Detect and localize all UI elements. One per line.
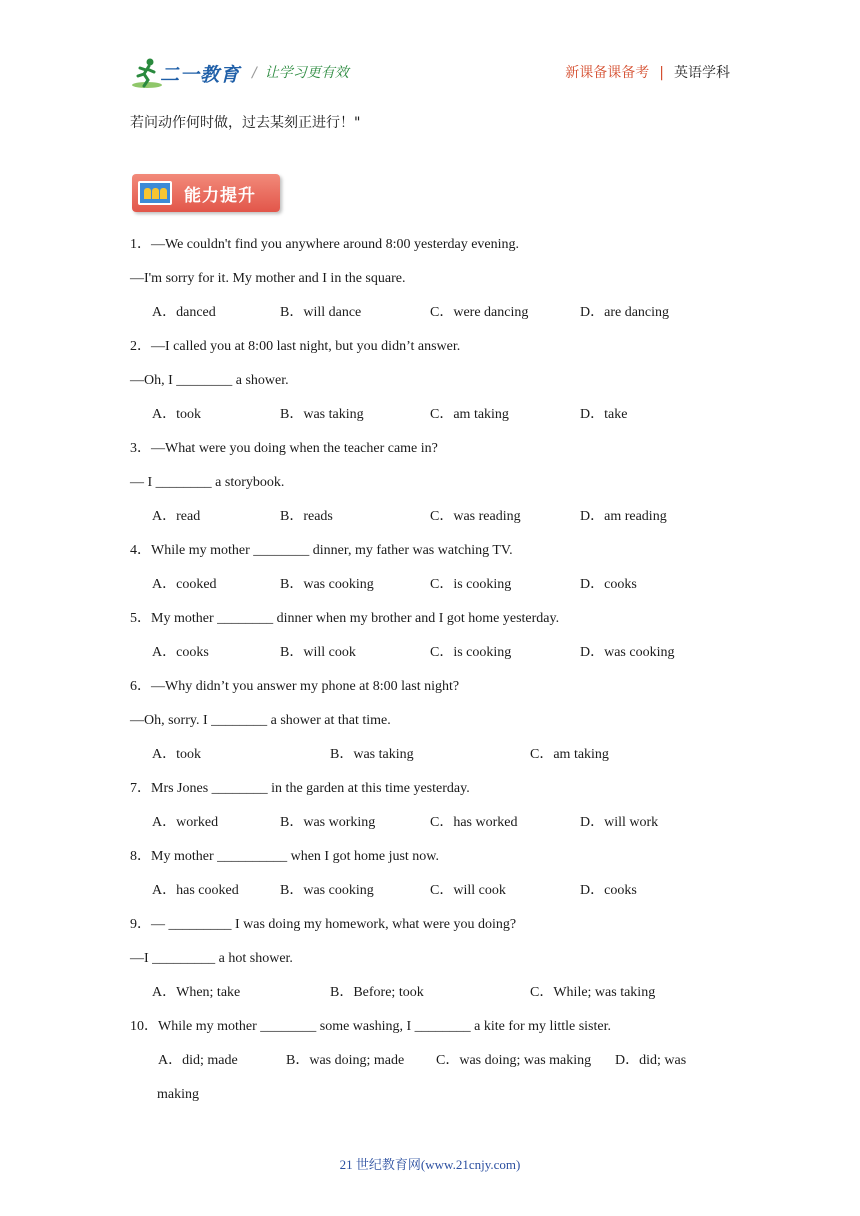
- answer-option[interactable]: A．danced: [152, 305, 216, 320]
- answer-option[interactable]: D．was cooking: [580, 645, 675, 660]
- answer-option[interactable]: C．was reading: [430, 509, 521, 524]
- answer-option[interactable]: B．Before; took: [330, 985, 424, 1000]
- answer-options: [130, 504, 730, 538]
- answer-option[interactable]: B．was doing; made: [286, 1053, 405, 1068]
- question-reply: —Oh, I ________ a shower.: [130, 373, 289, 388]
- question-stem: 7．Mrs Jones ________ in the garden at this time yesterday.: [130, 781, 470, 796]
- logo-text: 二一教育: [160, 64, 241, 86]
- slash-divider: /: [252, 65, 257, 81]
- answer-option[interactable]: B．reads: [280, 509, 333, 524]
- question-stem: 3．—What were you doing when the teacher came in?: [130, 441, 438, 456]
- answer-option[interactable]: D．take: [580, 407, 628, 422]
- answer-option[interactable]: A．worked: [152, 815, 219, 830]
- question-reply: —I'm sorry for it. My mother and I in the square.: [130, 271, 406, 286]
- question-item: [130, 776, 730, 844]
- question-item: [130, 606, 730, 674]
- answer-options: [130, 742, 730, 776]
- answer-option[interactable]: C．were dancing: [430, 305, 529, 320]
- question-item: [130, 674, 730, 776]
- header-separator: |: [659, 65, 664, 81]
- answer-option[interactable]: C．has worked: [430, 815, 518, 830]
- answer-option[interactable]: A．did; made: [158, 1053, 238, 1068]
- answer-option[interactable]: D．cooks: [580, 883, 637, 898]
- question-item: [130, 436, 730, 538]
- answer-option[interactable]: A．When; take: [152, 985, 241, 1000]
- intro-text: 若问动作何时做，过去某刻正进行！": [130, 115, 361, 131]
- answer-option[interactable]: C．is cooking: [430, 577, 512, 592]
- answer-option[interactable]: B．was taking: [330, 747, 414, 762]
- runner-logo-icon: [130, 56, 164, 90]
- question-reply: — I ________ a storybook.: [130, 475, 285, 490]
- answer-option[interactable]: A．cooks: [152, 645, 209, 660]
- answer-option[interactable]: D．are dancing: [580, 305, 670, 320]
- answer-option[interactable]: B．will dance: [280, 305, 362, 320]
- question-stem: 1．—We couldn't find you anywhere around 8:00 yesterday evening.: [130, 237, 520, 252]
- answer-option[interactable]: A．cooked: [152, 577, 217, 592]
- question-stem: 8．My mother __________ when I got home just now.: [130, 849, 440, 864]
- answer-option[interactable]: C．is cooking: [430, 645, 512, 660]
- section-banner: [132, 174, 280, 212]
- question-reply: —I _________ a hot shower.: [130, 951, 293, 966]
- question-stem: 4．While my mother ________ dinner, my father was watching TV.: [130, 543, 513, 558]
- answer-option-continued: making: [157, 1087, 199, 1102]
- answer-options: [130, 572, 730, 606]
- question-stem: 10．While my mother ________ some washing, I ________ a kite for my little sister.: [130, 1019, 611, 1034]
- answer-options: [130, 980, 730, 1014]
- answer-option[interactable]: A．took: [152, 747, 201, 762]
- question-item: [130, 538, 730, 606]
- header-right: [565, 62, 730, 82]
- answer-option[interactable]: D．cooks: [580, 577, 637, 592]
- question-stem: 9．— _________ I was doing my homework, what were you doing?: [130, 917, 517, 932]
- question-item: [130, 844, 730, 912]
- logo: [130, 56, 250, 90]
- footer-source: 21 世纪教育网(www.21cnjy.com): [339, 1157, 521, 1172]
- answer-option[interactable]: D．am reading: [580, 509, 667, 524]
- answer-option[interactable]: C．am taking: [430, 407, 509, 422]
- slogan: [252, 62, 349, 82]
- answer-option[interactable]: B．was taking: [280, 407, 364, 422]
- answer-option[interactable]: C．will cook: [430, 883, 506, 898]
- answer-option[interactable]: A．has cooked: [152, 883, 239, 898]
- section-label: 能力提升: [184, 186, 256, 206]
- page-header: [130, 56, 730, 92]
- answer-options: [130, 1048, 730, 1116]
- slogan-text: 让学习更有效: [264, 65, 349, 81]
- answer-option[interactable]: C．am taking: [530, 747, 609, 762]
- answer-option[interactable]: A．took: [152, 407, 201, 422]
- answer-options: [130, 810, 730, 844]
- question-reply: —Oh, sorry. I ________ a shower at that time.: [130, 713, 391, 728]
- answer-option[interactable]: B．was cooking: [280, 577, 374, 592]
- answer-option[interactable]: D．will work: [580, 815, 659, 830]
- question-stem: 5．My mother ________ dinner when my brother and I got home yesterday.: [130, 611, 560, 626]
- answer-options: [130, 878, 730, 912]
- chart-icon: [138, 181, 172, 205]
- answer-option[interactable]: D．did; was: [615, 1053, 687, 1068]
- answer-option[interactable]: B．was cooking: [280, 883, 374, 898]
- question-item: [130, 912, 730, 1014]
- answer-option[interactable]: C．was doing; was making: [436, 1053, 592, 1068]
- answer-options: [130, 640, 730, 674]
- answer-options: [130, 300, 730, 334]
- question-stem: 6．—Why didn’t you answer my phone at 8:00 last night?: [130, 679, 460, 694]
- answer-option[interactable]: B．will cook: [280, 645, 356, 660]
- question-stem: 2．—I called you at 8:00 last night, but you didn’t answer.: [130, 339, 461, 354]
- question-item: [130, 1014, 730, 1116]
- question-item: [130, 232, 730, 334]
- answer-option[interactable]: B．was working: [280, 815, 376, 830]
- question-item: [130, 334, 730, 436]
- header-course-label: 新课备课备考: [565, 65, 650, 81]
- answer-options: [130, 402, 730, 436]
- answer-option[interactable]: A．read: [152, 509, 201, 524]
- answer-option[interactable]: C．While; was taking: [530, 985, 656, 1000]
- question-list: [130, 232, 730, 1116]
- header-subject: 英语学科: [674, 65, 730, 81]
